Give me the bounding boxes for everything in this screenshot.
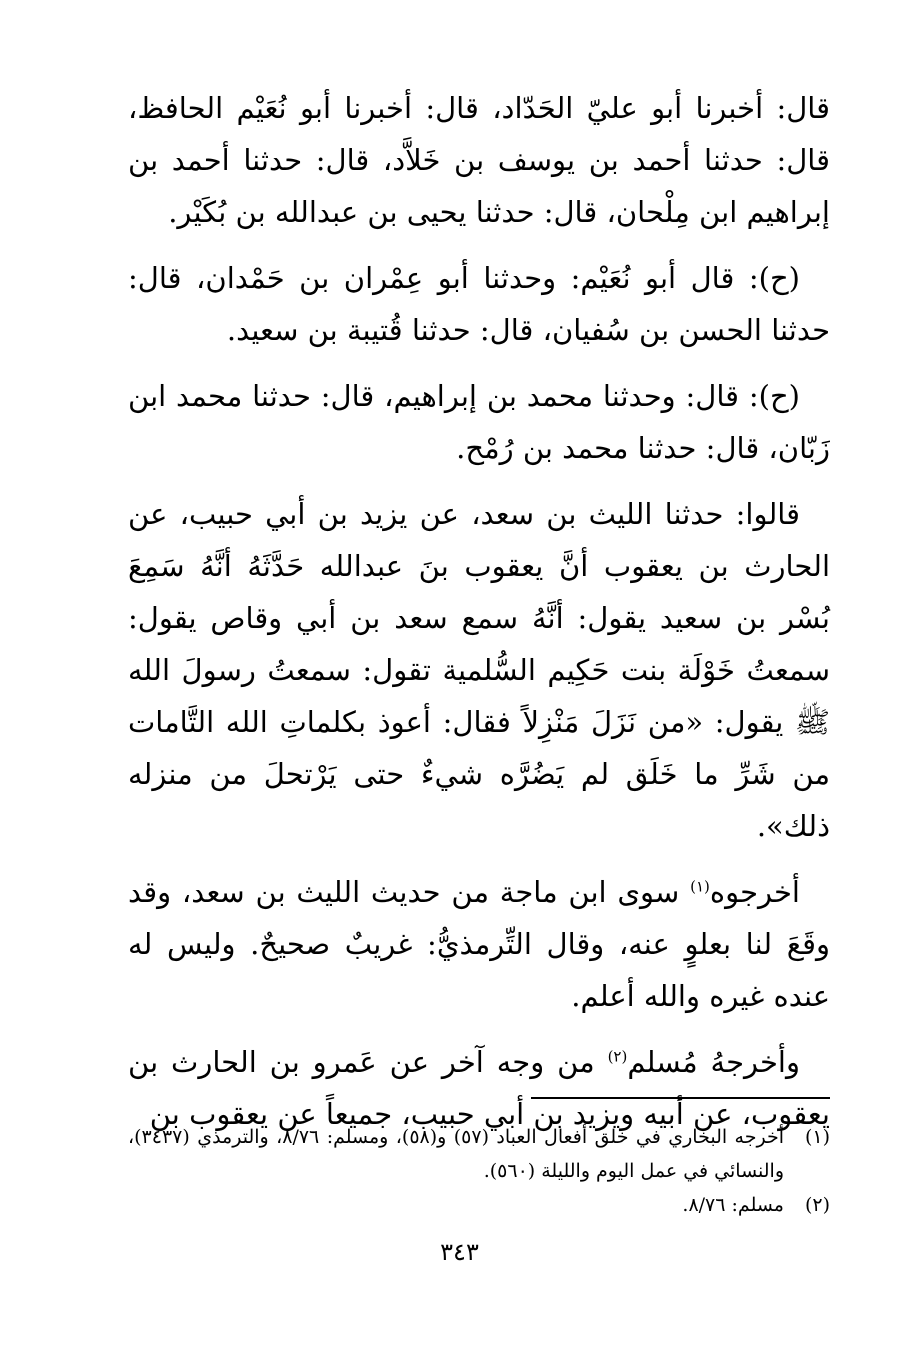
paragraph-text: قال: أخبرنا أبو عليّ الحَدّاد، قال: أخبرنا أبو نُعَيْم الحافظ، قال: حدثنا أحمد بن يوسف بن خَلاَّد، قال: حدثنا أحمد بن إبراهيم ابن مِلْحان، قال: حدثنا يحيى بن عبدالله بن بُكَيْر. <box>128 91 830 229</box>
paragraph-text-start: أخرجوه <box>709 875 800 909</box>
footnote-number: (١) <box>804 1126 830 1148</box>
footnote-text: أخرجه البخاري في خلق أفعال العباد (٥٧) و(٥٨)، ومسلم: ٨/٧٦، والترمذي (٣٤٣٧)، والنسائي في عمل اليوم والليلة (٥٦٠). <box>128 1126 784 1182</box>
main-text <box>128 82 830 1154</box>
paragraph-isnad-1 <box>128 82 830 238</box>
paragraph-text: (ح): قال: وحدثنا محمد بن إبراهيم، قال: حدثنا محمد ابن زَبّان، قال: حدثنا محمد بن رُمْح. <box>128 379 830 465</box>
paragraph-isnad-3 <box>128 370 830 474</box>
footnotes <box>128 1120 830 1222</box>
footnote-divider <box>531 1097 830 1099</box>
footnote-item <box>128 1120 830 1188</box>
footnote-reference[interactable]: (٢) <box>607 1047 628 1066</box>
paragraph-text: (ح): قال أبو نُعَيْم: وحدثنا أبو عِمْران بن حَمْدان، قال: حدثنا الحسن بن سُفيان، قال: حدثنا قُتيبة بن سعيد. <box>128 261 830 347</box>
footnote-reference[interactable]: (١) <box>690 877 710 896</box>
footnote-item <box>128 1188 830 1222</box>
page-number: ٣٤٣ <box>440 1238 479 1266</box>
paragraph-text-start: وأخرجهُ مُسلم <box>627 1045 800 1079</box>
paragraph-takhrij-1 <box>128 866 830 1022</box>
paragraph-hadith <box>128 488 830 852</box>
footnote-number: (٢) <box>804 1194 830 1216</box>
paragraph-text: قالوا: حدثنا الليث بن سعد، عن يزيد بن أبي حبيب، عن الحارث بن يعقوب أنَّ يعقوب بنَ عبدالله حَدَّثَهُ أنَّهُ سَمِعَ بُسْر بن سعيد يقول: أنَّهُ سمع سعد بن أبي وقاص يقول: سمعتُ خَوْلَة بنت حَكِيم السُّلمية تقول: سمعتُ رسولَ الله ﷺ يقول: «من نَزَلَ مَنْزِلاً فقال: أعوذ بكلماتِ الله التَّامات من شَرِّ ما خَلَق لم يَضُرَّه شيءٌ حتى يَرْتحلَ من منزله ذلك». <box>128 497 830 843</box>
paragraph-isnad-2 <box>128 252 830 356</box>
footnote-text: مسلم: ٨/٧٦. <box>682 1194 784 1216</box>
paragraph-text-rest: سوى ابن ماجة من حديث الليث بن سعد، وقد وقَعَ لنا بعلوٍ عنه، وقال التِّرمذيُّ: غريبٌ صحيحٌ. وليس له عنده غيره والله أعلم. <box>128 875 830 1013</box>
paragraph-text-rest: من وجه آخر عن عَمرو بن الحارث بن يعقوب، عن أبيه ويزيد بن أبي حبيب، جميعاً عن يعقوب بن <box>128 1045 830 1131</box>
